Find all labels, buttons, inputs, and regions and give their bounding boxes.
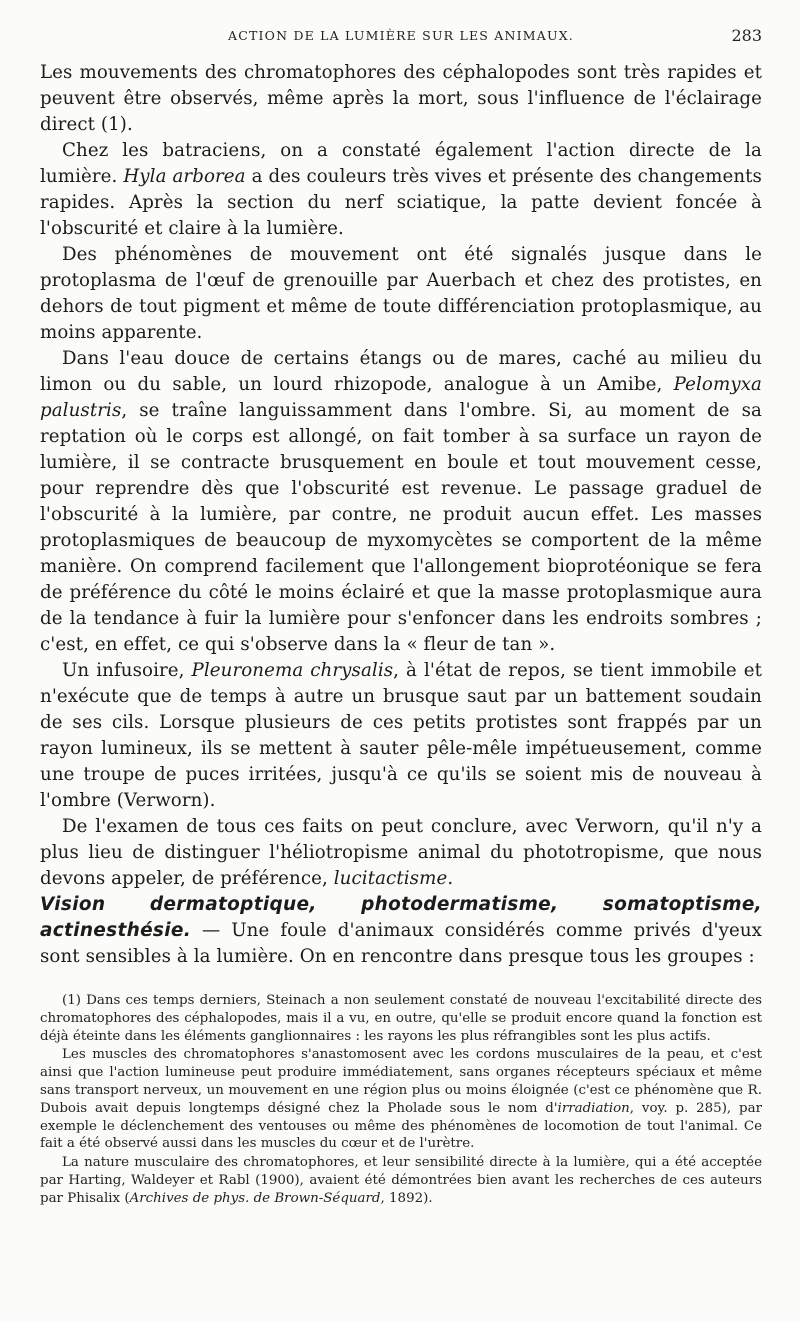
page-header xyxy=(40,28,762,58)
body-text xyxy=(40,60,762,970)
paragraph-chromatophores: Les mouvements des chromatophores des céphalopodes sont très rapides et peuvent être observés, même après la mort, sous l'influence de l'éclairage direct (1). xyxy=(40,62,762,135)
species-name: Pleuronema chrysalis xyxy=(191,660,394,681)
paragraph-vision-dermatoptique: Vision dermatoptique, photodermatisme, somatoptisme, actinesthésie. — Une foule d'animaux considérés comme privés d'yeux sont sensibles à la lumière. On en rencontre dans presque tous les groupes : xyxy=(40,894,762,967)
page xyxy=(40,0,762,1208)
paragraph-protoplasma: Des phénomènes de mouvement ont été signalés jusque dans le protoplasma de l'œuf de grenouille par Auerbach et chez des protistes, en dehors de tout pigment et même de toute différenciation protoplasmique, au moins apparente. xyxy=(40,244,762,343)
paragraph-infusoire: Un infusoire, Pleuronema chrysalis, à l'état de repos, se tient immobile et n'exécute que de temps à autre un brusque saut par un battement soudain de ses cils. Lorsque plusieurs de ces petits protistes sont frappés par un rayon lumineux, ils se mettent à sauter pêle-mêle impétueusement, comme une troupe de puces irritées, jusqu'à ce qu'ils se soient mis de nouveau à l'ombre (Verworn). xyxy=(40,660,762,811)
page-number: 283 xyxy=(731,26,762,45)
term-irradiation: irradiation xyxy=(557,1100,630,1116)
footnote-1: (1) Dans ces temps derniers, Steinach a non seulement constaté de nouveau l'excitabilité directe des chromatophores des céphalopodes, mais il a vu, en outre, qu'elle se produit encore quand la fonction est déjà éteinte dans les éléments ganglionnaires : les rayons les plus réfrangibles sont les plus actifs. xyxy=(40,993,762,1044)
species-name: Hyla arborea xyxy=(123,166,246,187)
section-heading: Vision dermatoptique, photodermatisme, somatoptisme, actinesthésie. xyxy=(40,894,762,941)
journal-title: Archives de phys. de Brown-Séquard xyxy=(129,1190,381,1206)
paragraph-batraciens: Chez les batraciens, on a constaté également l'action directe de la lumière. Hyla arborea a des couleurs très vives et présente des changements rapides. Après la section du nerf sciatique, la patte devient foncée à l'obscurité et claire à la lumière. xyxy=(40,140,762,239)
footnote-paragraph-2: Les muscles des chromatophores s'anastomosent avec les cordons musculaires de la peau, et c'est ainsi que l'action lumineuse peut produire immédiatement, sans organes récepteurs spéciaux et même sans transport nerveux, un mouvement en une région plus ou moins éloignée (c'est ce phénomène que R. Dubois avait depuis longtemps désigné chez la Pholade sous le nom d'irradiation, voy. p. 285), par exemple le déclenchement des ventouses ou même des phénomènes de locomotion de tout l'animal. Ce fait a été observé aussi dans les muscles du cœur et de l'urètre. xyxy=(40,1047,762,1152)
species-name: Pelomyxa palustris xyxy=(40,374,762,421)
paragraph-conclusion: De l'examen de tous ces faits on peut conclure, avec Verworn, qu'il n'y a plus lieu de distinguer l'héliotropisme animal du phototropisme, que nous devons appeler, de préférence, lucitactisme. xyxy=(40,816,762,889)
running-title: ACTION DE LA LUMIÈRE SUR LES ANIMAUX. xyxy=(228,28,574,43)
term-lucitactisme: lucitactisme xyxy=(333,868,448,889)
paragraph-pelomyxa: Dans l'eau douce de certains étangs ou de mares, caché au milieu du limon ou du sable, un lourd rhizopode, analogue à un Amibe, Pelomyxa palustris, se traîne languissamment dans l'ombre. Si, au moment de sa reptation où le corps est allongé, on fait tomber à sa surface un rayon de lumière, il se contracte brusquement en boule et tout mouvement cesse, pour reprendre dès que l'obscurité est revenue. Le passage graduel de l'obscurité à la lumière, par contre, ne produit aucun effet. Les masses protoplasmiques de beaucoup de myxomycètes se comportent de la même manière. On comprend facilement que l'allongement bioprotéonique se fera de préférence du côté le moins éclairé et que la masse protoplasmique aura de la tendance à fuir la lumière pour s'enfoncer dans les endroits sombres ; c'est, en effet, ce qui s'observe dans la « fleur de tan ». xyxy=(40,348,762,655)
footnote-paragraph-3: La nature musculaire des chromatophores, et leur sensibilité directe à la lumière, qui a été acceptée par Harting, Waldeyer et Rabl (1900), avaient été démontrées bien avant les recherches de ces auteurs par Phisalix (Archives de phys. de Brown-Séquard, 1892). xyxy=(40,1155,762,1206)
footnotes xyxy=(40,992,762,1208)
